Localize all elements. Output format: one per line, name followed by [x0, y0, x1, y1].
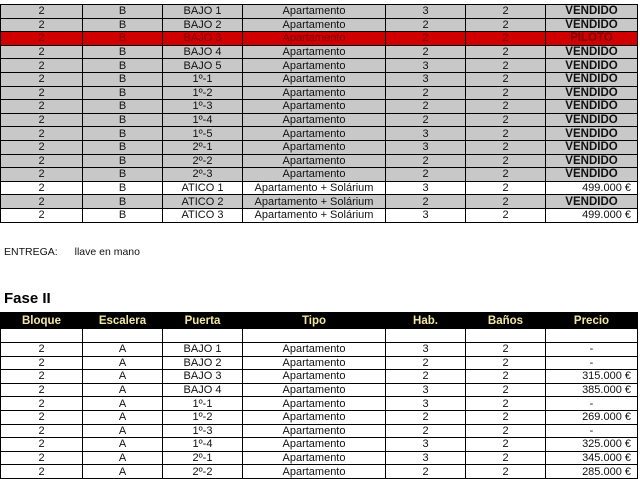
cell-bloque: 2	[1, 168, 83, 182]
cell-puerta: ATICO 3	[163, 208, 243, 222]
cell-puerta: BAJO 3	[163, 32, 243, 46]
cell-tipo: Apartamento	[243, 72, 386, 86]
cell-hab: 2	[386, 465, 466, 479]
cell-bloque: 2	[1, 86, 83, 100]
cell-banos: 2	[466, 451, 546, 465]
cell-estado: VENDIDO	[546, 100, 638, 114]
cell-puerta: BAJO 1	[163, 5, 243, 19]
cell-banos: 2	[466, 181, 546, 195]
cell-estado: VENDIDO	[546, 113, 638, 127]
table-header-row	[1, 313, 638, 329]
cell-hab: 2	[386, 370, 466, 384]
cell-estado: VENDIDO	[546, 45, 638, 59]
cell-puerta: 2º-1	[163, 140, 243, 154]
column-header: Puerta	[163, 313, 243, 329]
cell-estado: VENDIDO	[546, 59, 638, 73]
cell-bloque: 2	[1, 100, 83, 114]
table-row	[1, 181, 638, 195]
cell-banos: 2	[466, 113, 546, 127]
cell-puerta: 2º-2	[163, 465, 243, 479]
cell-escalera: B	[83, 140, 163, 154]
empty-cell	[466, 329, 546, 343]
cell-hab: 2	[386, 86, 466, 100]
table-row	[1, 72, 638, 86]
column-header: Hab.	[386, 313, 466, 329]
cell-hab: 3	[386, 181, 466, 195]
table-row	[1, 5, 638, 19]
table-row	[1, 438, 638, 452]
cell-escalera: B	[83, 100, 163, 114]
cell-tipo: Apartamento	[243, 140, 386, 154]
cell-bloque: 2	[1, 127, 83, 141]
cell-banos: 2	[466, 195, 546, 209]
cell-hab: 3	[386, 343, 466, 357]
cell-estado: VENDIDO	[546, 86, 638, 100]
cell-tipo: Apartamento	[243, 5, 386, 19]
empty-cell	[83, 329, 163, 343]
cell-estado: VENDIDO	[546, 140, 638, 154]
cell-banos: 2	[466, 424, 546, 438]
cell-hab: 3	[386, 140, 466, 154]
spacer-row	[1, 329, 638, 343]
cell-bloque: 2	[1, 181, 83, 195]
cell-tipo: Apartamento	[243, 127, 386, 141]
cell-estado: VENDIDO	[546, 154, 638, 168]
cell-banos: 2	[466, 356, 546, 370]
cell-hab: 3	[386, 383, 466, 397]
cell-banos: 2	[466, 100, 546, 114]
table-row	[1, 45, 638, 59]
cell-tipo: Apartamento	[243, 343, 386, 357]
cell-bloque: 2	[1, 451, 83, 465]
cell-puerta: 2º-2	[163, 154, 243, 168]
cell-hab: 2	[386, 154, 466, 168]
cell-bloque: 2	[1, 410, 83, 424]
cell-tipo: Apartamento	[243, 465, 386, 479]
cell-puerta: 1º-2	[163, 410, 243, 424]
cell-escalera: B	[83, 168, 163, 182]
cell-puerta: 1º-3	[163, 424, 243, 438]
cell-puerta: BAJO 4	[163, 383, 243, 397]
cell-tipo: Apartamento	[243, 32, 386, 46]
cell-escalera: B	[83, 195, 163, 209]
cell-hab: 2	[386, 168, 466, 182]
table-row	[1, 168, 638, 182]
empty-cell	[243, 329, 386, 343]
cell-tipo: Apartamento	[243, 397, 386, 411]
cell-escalera: A	[83, 383, 163, 397]
cell-puerta: 1º-1	[163, 397, 243, 411]
column-header: Baños	[466, 313, 546, 329]
table-row	[1, 127, 638, 141]
cell-precio: -	[546, 424, 638, 438]
entrega-note	[4, 246, 140, 258]
cell-estado: VENDIDO	[546, 5, 638, 19]
cell-puerta: 1º-3	[163, 100, 243, 114]
cell-estado: VENDIDO	[546, 195, 638, 209]
cell-hab: 2	[386, 18, 466, 32]
column-header: Escalera	[83, 313, 163, 329]
cell-puerta: BAJO 2	[163, 18, 243, 32]
cell-precio: 285.000 €	[546, 465, 638, 479]
cell-tipo: Apartamento	[243, 356, 386, 370]
cell-estado: 499.000 €	[546, 208, 638, 222]
cell-bloque: 2	[1, 140, 83, 154]
cell-hab: 2	[386, 32, 466, 46]
fase1-table	[0, 4, 638, 223]
cell-banos: 2	[466, 32, 546, 46]
cell-bloque: 2	[1, 5, 83, 19]
cell-puerta: 1º-4	[163, 438, 243, 452]
cell-puerta: 2º-3	[163, 168, 243, 182]
cell-hab: 2	[386, 356, 466, 370]
cell-escalera: A	[83, 397, 163, 411]
cell-precio: 315.000 €	[546, 370, 638, 384]
cell-banos: 2	[466, 86, 546, 100]
cell-bloque: 2	[1, 154, 83, 168]
cell-bloque: 2	[1, 32, 83, 46]
cell-escalera: A	[83, 370, 163, 384]
cell-bloque: 2	[1, 208, 83, 222]
cell-escalera: A	[83, 451, 163, 465]
cell-escalera: B	[83, 32, 163, 46]
cell-bloque: 2	[1, 397, 83, 411]
cell-estado: VENDIDO	[546, 72, 638, 86]
table-row	[1, 370, 638, 384]
table-row	[1, 424, 638, 438]
table-row	[1, 18, 638, 32]
cell-tipo: Apartamento	[243, 424, 386, 438]
cell-escalera: A	[83, 343, 163, 357]
cell-bloque: 2	[1, 383, 83, 397]
fase2-title: Fase II	[4, 290, 51, 307]
cell-escalera: B	[83, 181, 163, 195]
cell-precio: 325.000 €	[546, 438, 638, 452]
cell-tipo: Apartamento	[243, 86, 386, 100]
cell-tipo: Apartamento + Solárium	[243, 208, 386, 222]
table-row	[1, 59, 638, 73]
cell-banos: 2	[466, 397, 546, 411]
cell-bloque: 2	[1, 465, 83, 479]
cell-escalera: A	[83, 356, 163, 370]
cell-banos: 2	[466, 140, 546, 154]
cell-hab: 2	[386, 100, 466, 114]
cell-hab: 2	[386, 410, 466, 424]
cell-estado: VENDIDO	[546, 127, 638, 141]
cell-bloque: 2	[1, 356, 83, 370]
entrega-label: ENTREGA:	[4, 246, 58, 258]
table-row	[1, 208, 638, 222]
cell-tipo: Apartamento	[243, 383, 386, 397]
cell-escalera: B	[83, 18, 163, 32]
cell-precio: -	[546, 356, 638, 370]
cell-banos: 2	[466, 438, 546, 452]
cell-bloque: 2	[1, 18, 83, 32]
cell-estado: VENDIDO	[546, 18, 638, 32]
entrega-value: llave en mano	[74, 246, 140, 258]
table-row	[1, 113, 638, 127]
empty-cell	[386, 329, 466, 343]
cell-hab: 3	[386, 451, 466, 465]
cell-banos: 2	[466, 168, 546, 182]
table-row	[1, 343, 638, 357]
cell-banos: 2	[466, 127, 546, 141]
cell-hab: 3	[386, 397, 466, 411]
table-row	[1, 100, 638, 114]
cell-escalera: B	[83, 72, 163, 86]
cell-puerta: ATICO 2	[163, 195, 243, 209]
cell-tipo: Apartamento	[243, 45, 386, 59]
cell-bloque: 2	[1, 424, 83, 438]
cell-banos: 2	[466, 59, 546, 73]
cell-hab: 3	[386, 72, 466, 86]
cell-puerta: BAJO 2	[163, 356, 243, 370]
cell-tipo: Apartamento	[243, 438, 386, 452]
cell-escalera: B	[83, 208, 163, 222]
cell-estado: 499.000 €	[546, 181, 638, 195]
cell-puerta: 1º-4	[163, 113, 243, 127]
cell-banos: 2	[466, 383, 546, 397]
cell-escalera: B	[83, 127, 163, 141]
empty-cell	[546, 329, 638, 343]
cell-hab: 3	[386, 208, 466, 222]
cell-precio: 269.000 €	[546, 410, 638, 424]
cell-bloque: 2	[1, 343, 83, 357]
cell-bloque: 2	[1, 438, 83, 452]
cell-escalera: B	[83, 113, 163, 127]
table-row	[1, 140, 638, 154]
cell-precio: 345.000 €	[546, 451, 638, 465]
column-header: Bloque	[1, 313, 83, 329]
cell-tipo: Apartamento	[243, 59, 386, 73]
cell-escalera: A	[83, 410, 163, 424]
cell-precio: -	[546, 397, 638, 411]
cell-escalera: A	[83, 438, 163, 452]
cell-tipo: Apartamento	[243, 18, 386, 32]
cell-bloque: 2	[1, 195, 83, 209]
cell-puerta: BAJO 3	[163, 370, 243, 384]
cell-banos: 2	[466, 72, 546, 86]
table-row	[1, 397, 638, 411]
cell-hab: 2	[386, 45, 466, 59]
column-header: Precio	[546, 313, 638, 329]
cell-tipo: Apartamento	[243, 100, 386, 114]
cell-bloque: 2	[1, 370, 83, 384]
cell-tipo: Apartamento	[243, 154, 386, 168]
cell-puerta: BAJO 5	[163, 59, 243, 73]
cell-tipo: Apartamento	[243, 168, 386, 182]
table-row	[1, 154, 638, 168]
table-row	[1, 86, 638, 100]
table-row	[1, 410, 638, 424]
cell-escalera: A	[83, 465, 163, 479]
cell-hab: 3	[386, 127, 466, 141]
cell-banos: 2	[466, 208, 546, 222]
cell-escalera: B	[83, 45, 163, 59]
table-row	[1, 356, 638, 370]
table-row	[1, 195, 638, 209]
cell-bloque: 2	[1, 45, 83, 59]
cell-puerta: 1º-1	[163, 72, 243, 86]
fase2-table	[0, 312, 638, 479]
cell-precio: 385.000 €	[546, 383, 638, 397]
empty-cell	[1, 329, 83, 343]
cell-hab: 3	[386, 5, 466, 19]
cell-banos: 2	[466, 5, 546, 19]
table-row	[1, 383, 638, 397]
table-row	[1, 451, 638, 465]
cell-escalera: A	[83, 424, 163, 438]
cell-tipo: Apartamento	[243, 410, 386, 424]
table-row	[1, 465, 638, 479]
cell-hab: 2	[386, 113, 466, 127]
cell-escalera: B	[83, 86, 163, 100]
cell-escalera: B	[83, 5, 163, 19]
cell-hab: 3	[386, 438, 466, 452]
cell-banos: 2	[466, 18, 546, 32]
cell-tipo: Apartamento + Solárium	[243, 195, 386, 209]
cell-banos: 2	[466, 45, 546, 59]
cell-banos: 2	[466, 465, 546, 479]
cell-puerta: 2º-1	[163, 451, 243, 465]
empty-cell	[163, 329, 243, 343]
cell-hab: 3	[386, 59, 466, 73]
cell-estado: VENDIDO	[546, 168, 638, 182]
cell-tipo: Apartamento	[243, 370, 386, 384]
cell-puerta: BAJO 1	[163, 343, 243, 357]
cell-banos: 2	[466, 343, 546, 357]
cell-tipo: Apartamento	[243, 451, 386, 465]
cell-estado: PILOTO	[546, 32, 638, 46]
cell-banos: 2	[466, 154, 546, 168]
cell-banos: 2	[466, 410, 546, 424]
cell-tipo: Apartamento	[243, 113, 386, 127]
cell-puerta: BAJO 4	[163, 45, 243, 59]
cell-escalera: B	[83, 59, 163, 73]
cell-puerta: ATICO 1	[163, 181, 243, 195]
cell-puerta: 1º-2	[163, 86, 243, 100]
cell-banos: 2	[466, 370, 546, 384]
table-row	[1, 32, 638, 46]
cell-hab: 2	[386, 195, 466, 209]
cell-tipo: Apartamento + Solárium	[243, 181, 386, 195]
cell-bloque: 2	[1, 113, 83, 127]
cell-escalera: B	[83, 154, 163, 168]
cell-hab: 2	[386, 424, 466, 438]
column-header: Tipo	[243, 313, 386, 329]
cell-bloque: 2	[1, 72, 83, 86]
cell-bloque: 2	[1, 59, 83, 73]
cell-puerta: 1º-5	[163, 127, 243, 141]
cell-precio: -	[546, 343, 638, 357]
